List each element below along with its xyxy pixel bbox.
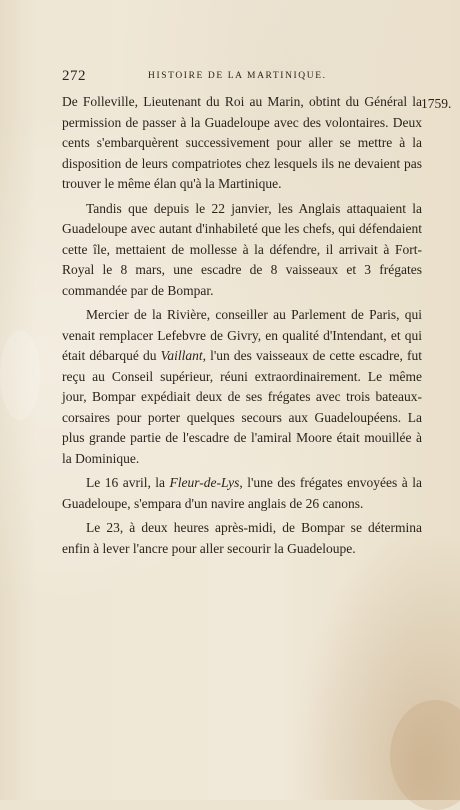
paragraph: De Folleville, Lieutenant du Roi au Marin, obtint du Général la permission de passer à la Guadeloupe avec des volontaires. Deux cents s'embarquèrent successivement pour aller se mettre à la disposition de leurs compatriotes chez lesquels ils ne devaient pas trouver le même élan qu'à la Martinique. [62,94,422,191]
paragraph-text: Mercier de la Rivière, conseiller au Parlement de Paris, qui venait remplacer Lefebvre de Givry, en qualité d'Intendant, et qui était débarqué du [62,307,422,363]
paragraph [62,473,422,514]
running-head: HISTOIRE DE LA MARTINIQUE. [148,71,327,81]
page-header [0,68,460,88]
paragraph-text: , l'une des frégates envoyées à la Guadeloupe, s'empara d'un navire anglais de 26 canons. [62,475,422,511]
paper-stain [0,330,40,420]
body-text [62,92,422,563]
page-number: 272 [62,68,86,84]
paragraph: Le 23, à deux heures après-midi, de Bompar se détermina enfin à lever l'ancre pour aller secourir la Guadeloupe. [62,520,422,556]
paragraph [62,305,422,469]
paragraph: Tandis que depuis le 22 janvier, les Anglais attaquaient la Guadeloupe avec autant d'inhabileté que les chefs, qui défendaient cette île, mettaient de mollesse à la défendre, il arrivait à Fort-Royal le 8 mars, une escadre de 8 vaisseaux et 3 frégates commandée par de Bompar. [62,200,422,298]
margin-year: 1759. [421,96,452,111]
ship-name: Fleur-de-Lys [169,475,240,490]
paper-stain [390,700,460,810]
paragraph-text: Le 16 avril, la [86,475,170,490]
paragraph-text: , l'un des vaisseaux de cette escadre, fut reçu au Conseil supérieur, réuni extraordinairement. Le même jour, Bompar expédiait deux de ses frégates avec trois bateaux-corsaires pour porter quelques secours aux Guadeloupéens. La plus grande partie de l'escadre de l'amiral Moore était mouillée à la Dominique. [62,348,422,466]
ship-name: Vaillant [160,348,203,363]
